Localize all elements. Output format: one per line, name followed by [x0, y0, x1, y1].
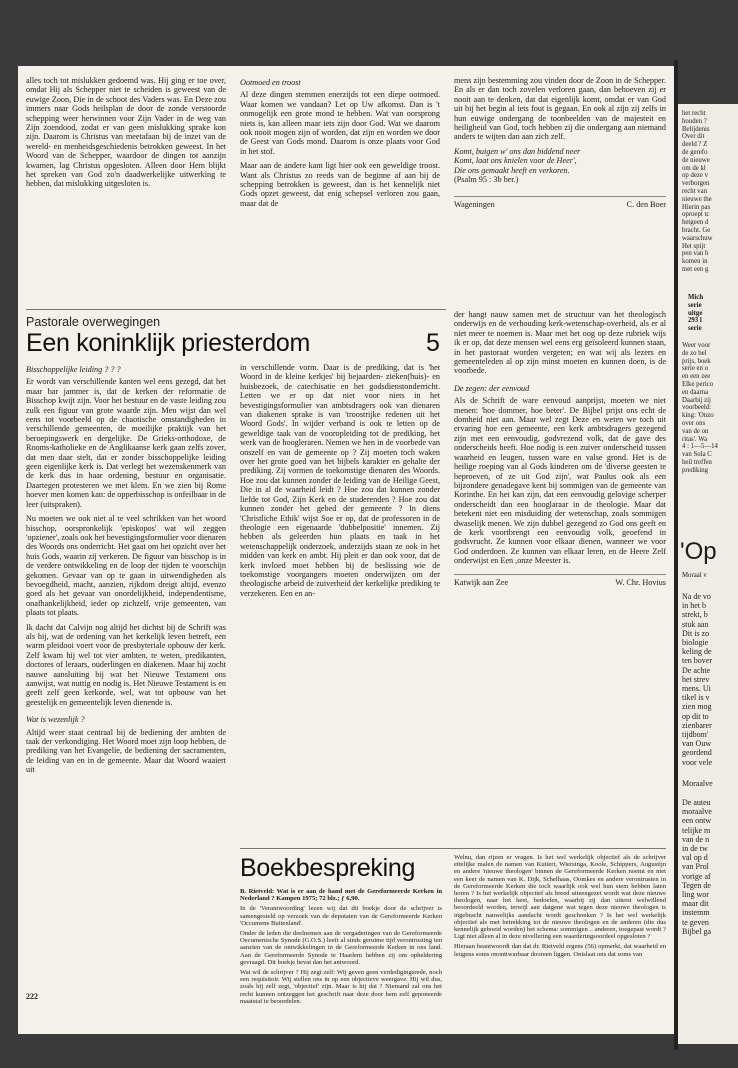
- strip-line: telijke m: [682, 825, 711, 835]
- strip-line: pen van h: [682, 250, 709, 258]
- signature-name: C. den Boer: [626, 200, 666, 210]
- strip-line: ritas'. Wa: [682, 435, 708, 443]
- article-col1-para-2: Nu moeten we ook niet al te veel schrikken van het woord bisschop, oorspronkelijk 'episkopos' wat wil zeggen 'opziener', zoals ook het bevestigingsformulier voor dienaren des Woords ons onderricht. Het gaat om het opzicht over het huis Gods, waarin zij verkeren. De figuur van bisschop is in de verdere ontwikkeling en de loop der tijden te voorschijn gekomen. Gevaar van op te gaan in uitwendigheden als bevoegdheid, macht, aanzien, rijkdom dreigt altijd, evenzo goed als het gevaar van onordelijkheid, independentisme, onafhankelijkheid, ieder op zichzelf, vrije gemeenten, van plaats tot plaats.: [26, 514, 226, 618]
- subheading-eenvoud: De zegen: der eenvoud: [454, 383, 530, 393]
- strip-line: moraalve: [682, 807, 712, 817]
- right-strip-op-text-2: [682, 798, 712, 936]
- right-strip-booklist: [688, 294, 703, 333]
- right-strip-op-title: 'Op: [680, 538, 717, 565]
- strip-line: de gerefo: [682, 148, 708, 156]
- psalm-line: Die ons gemaakt heeft en verkoren.: [454, 165, 570, 175]
- review-column-1: [240, 888, 442, 1008]
- strip-line: voor vele: [682, 757, 712, 767]
- strip-line: zien mog: [682, 702, 712, 712]
- strip-line: ten bover: [682, 656, 712, 666]
- review-col2-para-2: Hieraan beantwoordt dan dat dr. Rietveld ergens (56) opmerkt, dat waarheid en leugens soms ononttwarbaar dooreen liggen. Ontslaat ons dat soms van: [454, 943, 666, 958]
- strip-line: van Sola C: [682, 451, 712, 459]
- strip-line: van Ouw: [682, 739, 712, 749]
- ootmoed-heading: Ootmoed en troost: [240, 78, 301, 87]
- strip-line: geordend: [682, 748, 712, 758]
- strip-line: Tegen de: [682, 880, 711, 890]
- signature-hovius: [454, 574, 666, 587]
- top-column-2: [240, 76, 440, 213]
- strip-line: keling de: [682, 647, 712, 657]
- strip-line: serie en o: [682, 365, 709, 373]
- review-col1-para-3: Wat wil de schrijver ? Hij zegt zelf: Wij geven geen verdedigingsrede, noch een requisitoir. Wij stellen ons in op een objectieve weergave. Hij wil dus, zoals hij zelf zegt, 'objectief' zijn. Maar is hij dat ? Niemand zal ons het recht kunnen ontzeggen het geschrift naar deze door hem zelf geponeerde maatstaf te beoordelen.: [240, 969, 442, 1005]
- strip-line: de zo bel: [682, 349, 707, 357]
- strip-line: van de n: [682, 834, 710, 844]
- page-number: 222: [26, 992, 38, 1001]
- psalm-ref: (Psalm 95 : 3b ber.): [454, 175, 519, 185]
- top-col2-para-1: Al deze dingen stemmen enerzijds tot een diepe ootmoed. Waar komen we vandaan? Let op Uw afkomst. Dan is 't onmogelijk een grote mond te hebben. Wat van oorsprong niets is, kan alleen maar iets zijn door God. Wat we daarom ook nooit mogen zijn of worden, dat zijn en worden we door de Geest van Gods mond. Daarom is onze plaats voor God in het stof.: [240, 90, 440, 156]
- strip-line: en daarna: [682, 388, 709, 396]
- article-col2-para: in verschillende vorm. Daar is de prediking, dat is 'het Woord in de kleine kerkjes' bij bejaarden- zieken(huis)- en huisbezoek, de catechisatie en het godsdienstonderricht. Letten we er op dat niet voor niets in het bevestigingsformulier van ambtsdragers ook van dienaren van diakenen sprake is van 'troostrijke redenen uit het Woord Gods'. In wijder verband is ook te letten op de geweldige taak van de vooropleiding tot de prediking, het werk van de hoogleraren. Nemen we hen in de voorbede van onszelf en van de gemeente op ? Zij moeten toch waken over het grote goed van het bijbels karakter en gehalte der prediking. Zij vormen de toekomstige dienaren des Woords. Hoe zou dat kunnen zonder de leiding van de Heilige Geest, Die in al de waarheid leidt ? Hoe zou dat kunnen zonder liefde tot God, Zijn Kerk en de studerenden ? Hoe zou dat kunnen zonder het gebed der gemeente ? In diens 'Christliche Ethik' wijst Soe er op, dat de professoren in de theologie een eigenaarde 'dubbelpositie' innemen. Zij hebben als geleerden hun plaats en taak in het wetenschappelijk onderzoek, anderzijds staan ze ook in het midden van kerk en ambt. Hij pleit er dan ook voor, dat de kerk invloed moet hebben bij de beslissing wie de toekomstige voorgangers moeten onderwijzen om der theologische arbeid de zuiverheid der kerkelijke prediking te verzekeren. Een en an-: [240, 363, 440, 598]
- strip-line: waarschuw: [682, 234, 713, 242]
- strip-line: uitge: [688, 309, 703, 317]
- signature-den-boer: [454, 196, 666, 209]
- subheading-bisschop: Bisschoppelijke leiding ? ? ?: [26, 365, 121, 374]
- strip-line: te geven: [682, 917, 709, 927]
- section-divider: [26, 309, 446, 310]
- strip-line: Belijdenis: [682, 125, 710, 133]
- strip-line: de nieuwe: [682, 156, 710, 164]
- strip-line: mens. Ui: [682, 684, 711, 694]
- article-number: 5: [426, 329, 440, 357]
- right-strip-op-subheading-2: Moraalve: [682, 779, 713, 788]
- strip-line: prijs, boek: [682, 357, 711, 365]
- strip-line: bracht. Ge: [682, 226, 711, 234]
- article-col1-para-4: Altijd weer staat centraal bij de bediening der ambten de taak der verkondiging. Het Woord moet zijn loop hebben, de prediking van het Evangelie, de bediening der sacramenten, de leiding van en in de gemeente. Maar dat Woord waaiert uit: [26, 727, 226, 775]
- article-column-1: [26, 363, 226, 780]
- strip-line: 4 : 1—5—14: [682, 443, 718, 451]
- review-divider: [240, 848, 666, 849]
- article-title: Een koninklijk priesterdom: [26, 329, 310, 357]
- strip-line: prediking: [682, 466, 709, 474]
- article-col3-para-2: Als de Schrift de ware eenvoud aanprijst, moeten we niet menen: 'hoe dommer, hoe beter'. De Bijbel prijst ons echt de domheid niet aan. Maar wel zegt Deze en weten we toch uit ervaring hoe een gemeente, een kerk ambtsdragers gezegend zijn met een eenvoudig, godvrezend volk, dat de gave des onderscheids heeft. Hoe nodig is een zuiver onderscheid tussen waarheid en leugen, tussen ware en valse grond. Het is de heilige roeping van al Gods kinderen om de 'diverse geesten te beproeven, of ze uit God zijn', wat Paulus ook als een bijzondere genadegave kent bij sommigen van de gemeente van Korinthe. En het kan zijn, dat een eenvoudig gelovige scherper onderscheidt dan een hooglaraar in de theologie. Maar dat betekent niet een misduiding der wetenschap, zoals sommigen dwaselijk menen. We zijn dubbel gezegend zo God ons geeft en de kerk voortbrengt een eenvoudig volk, geoefend in godsvrucht. Ze kunnen voor elkaar dienen, wanneer we voor God onderdoen. Ze kunnen van elkaar leren, en de Heere Zelf onderwijst en Een ,onze Meester is.: [454, 396, 666, 566]
- psalm-line: Komt, laat ons knielen voor de Heer',: [454, 156, 577, 166]
- signature-place: Wageningen: [454, 200, 495, 210]
- article-col1-para-1: Er wordt van verschillende kanten wel eens gezegd, dat het maar bar jammer is, dat de kerken der reformatie de Bisschop kwijt zijn. Voor het bestuur en de vaste leiding zou zulk een figuur van grote waarde zijn. Men wijst dan wel eens tot voorbeeld op de chaotische omstandigheden in verschillende gemeenten, de moeilijke praktijk van het beroepingswerk en dergelijke. De Grieks-orthodoxe, de Rooms-katholieke en de Anglikaanse kerk gaan zelfs zover, dat men daar stelt, dat er zonder bisschoppelijke leiding geen eigenlijke kerk is. Dat verlegt het wezenskenmerk van de kerk dus in haar ordening, bestuur en organisatie. Daartegen protesteren we met klem. En we zien bij Rome hoever men komen kan: de opperbisschop is onfeilbaar in de leer (uitspraken).: [26, 377, 226, 509]
- article-column-3: [454, 310, 666, 587]
- subheading-wezenlijk: Wat is wezenlijk ?: [26, 715, 85, 725]
- strip-line: De achte: [682, 665, 711, 675]
- strip-line: maar dit: [682, 899, 709, 909]
- article-col3-para-1: der hangt nauw samen met de structuur van het theologisch onderwijs en de verhouding kerk-wetenschap-overheid, als er al niet meer te noemen is. Maar met het oog op deze rubriek wijs ik er op, dat deze mensen wel eens erg geïsoleerd kunnen staan, in het pastoraat worden vergeten; en wat wij als lezers en gemeenteleden al op zijn minst moeten en kunnen doen, is de voorbede.: [454, 310, 666, 376]
- right-strip-middle: [682, 342, 718, 475]
- strip-line: komen in: [682, 258, 708, 266]
- strip-line: De auteu: [682, 798, 711, 807]
- signature-place: Katwijk aan Zee: [454, 577, 509, 587]
- strip-line: deeld ? Z: [682, 141, 708, 149]
- top-col2-para-2: Maar aan de andere kant ligt hier ook een geweldige troost. Want als Christus zo reeds van de beginne af aan bij de schepping betrokken is geweest, dan is het kennelijk niet Gods opzet geweest, dat enig schepsel verloren zou gaan, maar dat de: [240, 161, 440, 208]
- strip-line: houden ?: [682, 117, 707, 125]
- strip-line: serie: [688, 301, 702, 309]
- strip-line: zienbarer: [682, 720, 712, 730]
- strip-line: verborgen: [682, 180, 710, 188]
- strip-line: het strev: [682, 674, 710, 684]
- strip-line: een ontw: [682, 816, 712, 826]
- strip-line: voorbeeld:: [682, 404, 712, 412]
- strip-line: op deze v: [682, 172, 709, 180]
- strip-line: op dit to: [682, 711, 709, 721]
- strip-line: Hierin pas: [682, 203, 711, 211]
- strip-line: van Prol: [682, 862, 709, 872]
- right-strip-op-text: [682, 592, 712, 767]
- review-column-2: [454, 854, 666, 961]
- right-strip-op-subheading: Moraal v: [682, 572, 707, 579]
- strip-line: Elke perico: [682, 380, 714, 388]
- strip-line: tijdbom': [682, 730, 709, 740]
- strip-line: Na de vo: [682, 592, 711, 601]
- top-col3-para: mens zijn bestemming zou vinden door de Zoon in de Schepper. En als er dan toch zovelen verloren gaan, dan behoeven zij er nooit aan te denken, dat dat eigenlijk komt, omdat er van God uit bij het begin al iets fout is gegaan. En ook al zijn zij zelfs in hun euwige ondergang de toonbeelden van de majesteit en heiligheid van God, toch hebben zij die ondergang aan niemand anders te wijten dan aan zich zelf.: [454, 76, 666, 142]
- review-col1-para-1: In de 'Verantwoording' lezen wij dat dit boekje door de schrijver is samengesteld op verzoek van de deputaten van de Gereformeerde Kerken 'Occumene Buitenland'.: [240, 905, 442, 927]
- strip-line: ling wor: [682, 890, 709, 900]
- magazine-page: [18, 66, 674, 1034]
- strip-line: recht van: [682, 187, 708, 195]
- strip-line: met een g: [682, 265, 709, 273]
- article-column-2: [240, 363, 440, 603]
- signature-name: W. Chr. Hovius: [615, 577, 666, 587]
- strip-line: 293 l: [688, 317, 702, 325]
- strip-line: heil treffen: [682, 458, 712, 466]
- strip-line: Daarbij zij: [682, 396, 711, 404]
- strip-line: hetgeen d: [682, 219, 709, 227]
- strip-line: Over dit: [682, 133, 705, 141]
- article-col1-para-3: Ik dacht dat Calvijn nog altijd het dichtst bij de Schrift was als hij, wat de ordening van het kerkelijk leven betreft, een warm pleidooi voert voor de presbyteriale opbouw der kerk. Zelf kwam hij wel tot vier ambten, te weten, predikanten, doctores of leraars, ouderlingen en diakenen. Maar hij zocht nauwe aansluiting bij wat het Nieuwe Testament ons aanwijst, wat nuttig en nodig is. Het Nieuwe Testament is en geeft zelf geen kerkorde, wel, wat tot opbouw van het geestelijk en gemeentelijk leven dienende is.: [26, 622, 226, 707]
- next-page-strip: [678, 104, 738, 1044]
- review-book-reference: B. Rietveld: Wat is er aan de hand met de Gereformeerde Kerken in Nederland ? Kampen 1975; 72 blz.; ƒ 6,90.: [240, 888, 442, 903]
- right-strip-top: [682, 110, 713, 274]
- strip-line: king: 'Onzo: [682, 412, 714, 420]
- strip-line: val op d: [682, 853, 708, 863]
- review-title: Boekbespreking: [240, 854, 416, 882]
- top-column-3: [454, 76, 666, 210]
- strip-line: strekt, b: [682, 610, 708, 620]
- strip-line: nieuwe the: [682, 195, 712, 203]
- strip-line: serie: [688, 325, 702, 333]
- psalm-line: Komt, buigen w' ons dan biddend neer: [454, 146, 581, 156]
- strip-line: Mich: [688, 294, 704, 301]
- strip-line: in het b: [682, 601, 706, 611]
- article-kicker: Pastorale overwegingen: [26, 315, 161, 329]
- strip-line: het recht: [682, 110, 706, 117]
- strip-line: instemm: [682, 908, 710, 918]
- review-col1-para-2: Onder de leden die deelnemen aan de vergaderingen van de Gereformeerde Oecumenische Synode (G.O.S.) leeft al sinds geruime tijd verontrusting ten aanzien van de ontwikkelingen in de Gereformeerde Kerken in ons land. Aan de Gereformeerde Synode te Haarlem hebben zij om opheldering gevraagd. Dit boekje bevat dan het antwoord.: [240, 930, 442, 966]
- strip-line: tikel is v: [682, 693, 710, 703]
- strip-line: over ons: [682, 419, 706, 427]
- strip-line: van de on: [682, 427, 709, 435]
- strip-line: biologie: [682, 638, 709, 648]
- psalm-quote: [454, 147, 666, 185]
- strip-line: oproept tc: [682, 211, 710, 219]
- top-column-1: [26, 76, 226, 194]
- strip-line: in de tw: [682, 844, 708, 854]
- strip-line: om de kl: [682, 164, 706, 172]
- strip-line: stuk aan: [682, 619, 709, 629]
- strip-line: en een zee: [682, 373, 711, 381]
- review-col2-para-1: Welnu, dan rijzen er vragen. Is het wel werkelijk objectief als de schrijver ettelijke malen de namen van Kuitert, Wiersinga, Koole, Schippers, Augustijn en andere 'nieuwe theologen' binnen de Gereformeerde Kerken noemt en niet een keer de namen van K. Dijk, Schelhaas, Oomkes en andere verontrusten in de Gereformeerde Kerken die toch waarlijk ook wel hun stem hebben laten horen ? Is het werkelijk objectief als breed uiteengezet wordt wat deze nieuwe theologen, naar het heet, bedoelen, waarbij zij dan uiterst welwillend beoordeeld worden, terwijl aan datgene wat tegen deze nieuwe theologen is ingebracht nauwelijks aandacht wordt geschonken ? Is het wel werkelijk objectief als met betrekking tot de nieuwe theologen en de anderen (die dus kennelijk geboeid worden) het schema: sommigen .. anderen, toegepast wordt ? Ligt niet alleen al in deze nivellering een waarderingsoordeel opgesloten ?: [454, 854, 666, 941]
- strip-line: vorige af: [682, 871, 711, 881]
- strip-line: Weer voor: [682, 342, 711, 349]
- top-col1-para: alles toch tot mislukken gedoemd was. Hij ging er toe over, omdat Hij als Schepper niet te scheiden is geweest van de euwige Zoon, Die in de schoot des Vaders was. En Deze zou immers naar Gods heilsplan de door de zonde verstoorde schepping weer herwinnen voor Zijn Vader in de weg van Zijn zoendood, zodat er van geen mislukking sprake kon zijn. Daarom is Christus van meetafaan bij de inzet van de wereld- en menheidsgeschiedenis betrokken geweest. In het Woord van de Schepper, waardoor de dingen tot aanzijn kwamen, lag Christus opgesloten. Alleen door Hem blijkt het spreken van God zo'n daadwerkelijke uitwerking te hebben, dat mislukking uitgesloten is.: [26, 76, 226, 189]
- strip-line: Bijbel ga: [682, 926, 712, 936]
- strip-line: Het spijt: [682, 242, 706, 250]
- strip-line: Dit is zo: [682, 628, 710, 638]
